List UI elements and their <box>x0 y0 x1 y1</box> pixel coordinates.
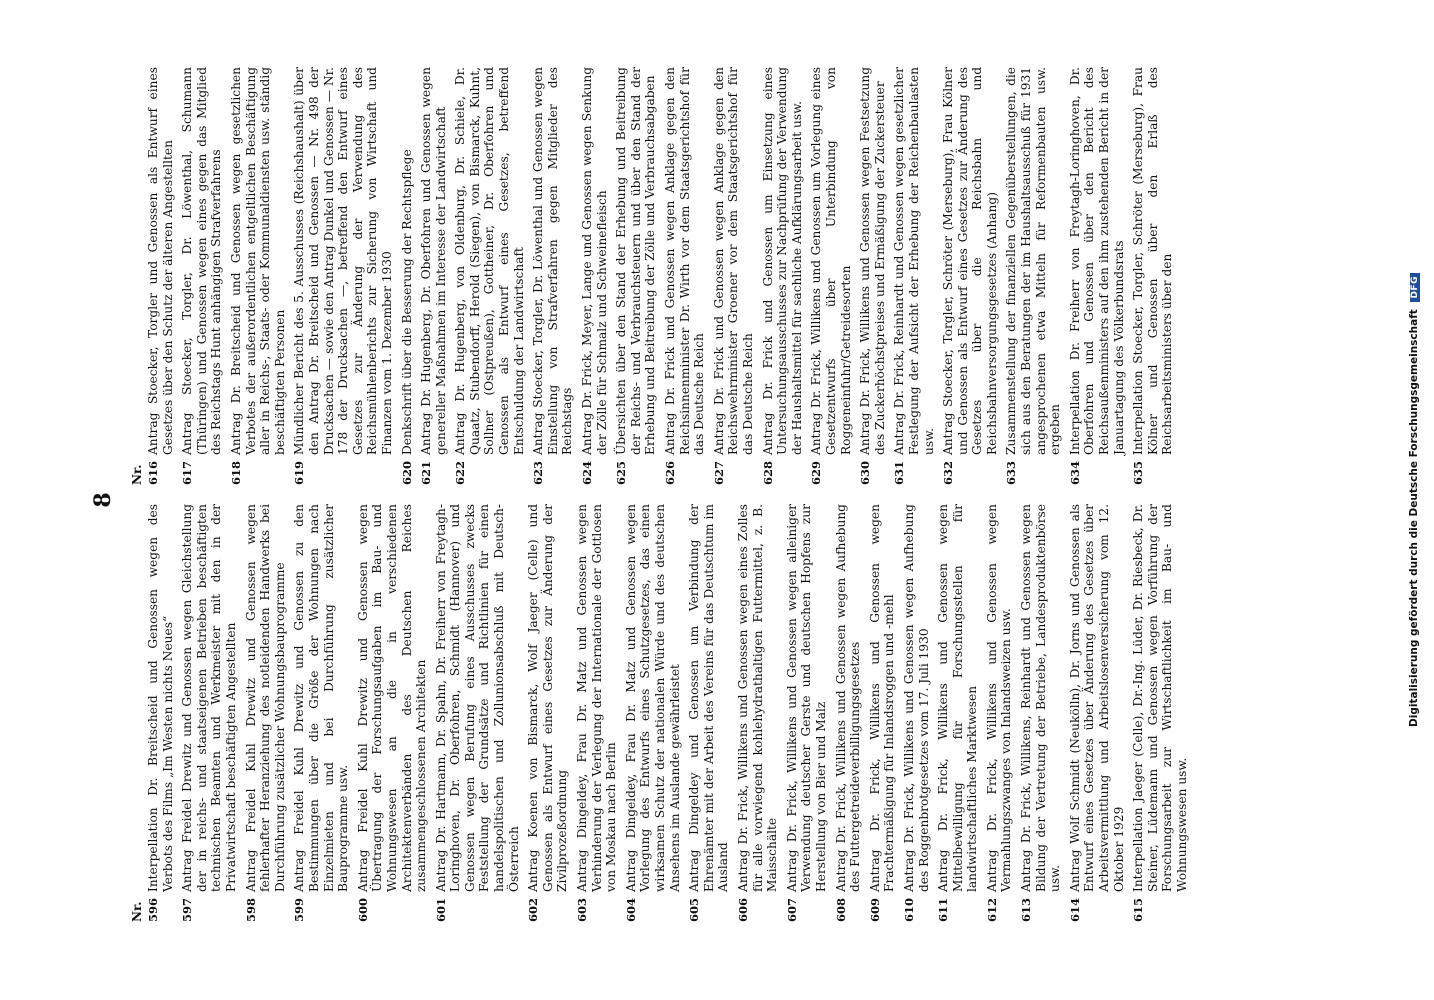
list-item <box>941 67 999 485</box>
entry-text: Antrag Dr. Frick, Willikens und Genossen wegen Aufhebung des Roggenbrotgesetzes vom 17. Juli 1930 <box>901 504 931 892</box>
entry-number: 628 <box>760 460 775 485</box>
entry-text: Antrag Dr. Frick, Reinhardt und Genossen wegen gesetzlicher Festlegung der Aufsicht der Erhebung der Reichenbaulasten usw. <box>892 67 936 455</box>
list-item <box>687 504 731 922</box>
entry-number: 633 <box>1004 460 1019 485</box>
entry-text: Interpellation Dr. Freiherr von Freytagh-Loringhoven, Dr. Oberfohren und Genossen über den Bericht des Reichsaußenministers auf den ihm zustehenden Bericht in der Januartagung des Völkerbundsrats <box>1067 67 1126 455</box>
entry-number: 603 <box>575 897 590 922</box>
entry-number: 623 <box>531 460 546 485</box>
list-item <box>902 504 931 922</box>
entry-text: Antrag Dr. Frick, Willikens und Genossen wegen alleiniger Verwendung deutscher Gerste und deutschen Hopfens zur Herstellung von Bier und Malz <box>784 504 828 892</box>
entry-number: 627 <box>711 460 726 485</box>
list-item <box>1004 67 1062 485</box>
entry-number: 609 <box>867 897 882 922</box>
entry-number: 605 <box>687 897 702 922</box>
digitization-note-text: Digitalisierung gefördert durch die Deutsche Forschungsgemeinschaft <box>1408 309 1420 727</box>
entry-number: 626 <box>663 460 677 485</box>
list-item <box>453 67 526 485</box>
list-item <box>858 67 887 485</box>
entry-number: 598 <box>243 897 258 922</box>
entry-text: Antrag Dr. Frick und Genossen wegen Anklage gegen den Reichswehrminister Groener vor dem Staatsgerichtshof für das Deutsche Reich <box>711 67 755 455</box>
entry-text: Antrag Wolf Schmidt (Neukölln), Dr. Jorns und Genossen als Entwurf eines Gesetzes über Änderung des Gesetzes über Arbeitsvermittlung und Arbeitslosenversicherung vom 12. Oktober 1929 <box>1067 504 1126 892</box>
entry-number: 620 <box>399 460 414 485</box>
entry-number: 634 <box>1067 460 1082 485</box>
list-item <box>834 504 863 922</box>
entry-text: Antrag Dr. Frick, Willikens und Genossen wegen Aufhebung des Futtergetreideverbilligungsgesetzes <box>833 504 863 892</box>
entry-text: Antrag Dr. Frick, Willikens und Genossen wegen eines Zolles für alle vorwiegend kohlehydrathaltigen Futtermittel, z. B. Maisschälte <box>735 504 780 892</box>
entry-text: Mündlicher Bericht des 5. Ausschusses (Reichshaushalt) über den Antrag Dr. Breitscheid und Genossen — Nr. 498 der Drucksachen — sowie den Antrag Dunkel und Genossen — Nr. 178 der Drucksachen —, betreffend den Entwurf eines Gesetzes zur Änderung der Verwendung des Reichsmühlenberichts zur Sicherung von Wirtschaft und Finanzen vom 1. Dezember 1930 <box>292 67 394 455</box>
entry-number: 600 <box>355 897 370 922</box>
entry-number: 613 <box>1019 897 1034 922</box>
list-item <box>1068 67 1126 485</box>
list-item <box>580 67 609 485</box>
entry-text: Antrag Stoecker, Torgler, Dr. Löwenthal und Genossen wegen Einstellung von Strafverfahren gegen Mitglieder des Reichstags <box>531 67 575 455</box>
entry-text: Antrag Dr. Frick und Genossen wegen Anklage gegen den Reichsinnenminister Dr. Wirth vor dem Staatsgerichtshof für das Deutsche Reich <box>663 67 707 455</box>
list-item <box>985 504 1014 922</box>
entry-text: Übersichten über den Stand der Erhebung und Beitreibung der Reichs- und Verbrauchsteuern und über den Stand der Erhebung und Beitreibung der Zölle und Verbrauchsabgaben <box>614 67 658 455</box>
entry-text: Antrag Dr. Hartmann, Dr. Spahn, Dr. Freiherr von Freytagh-Loringhoven, Dr. Oberfohren, Schmidt (Hannover) und Genossen wegen Berufung eines Ausschusses zwecks Feststellung der Grundsätze und Richtlinien für einen handelspolitischen und Zollunionsabschluß mit Deutsch-Österreich <box>433 504 521 892</box>
entry-number: 615 <box>1131 897 1146 922</box>
entry-number: 625 <box>614 460 629 485</box>
entry-number: 630 <box>858 460 873 485</box>
entry-number: 624 <box>580 460 595 485</box>
entry-number: 617 <box>180 460 195 485</box>
list-item <box>936 504 980 922</box>
entry-number: 607 <box>784 897 799 922</box>
list-item <box>1131 504 1189 922</box>
entry-number: 619 <box>292 460 307 485</box>
page-number: 8 <box>90 492 116 508</box>
entry-number: 611 <box>936 897 951 922</box>
entry-text: Antrag Dingeldey, Frau Dr. Matz und Genossen wegen Vorlegung des Entwurfs eines Schutzgesetzes, das einen wirksamen Schutz der nationalen Würde und des deutschen Ansehens im Auslande gewährleistet <box>623 504 682 892</box>
list-item <box>624 504 682 922</box>
entry-number: 614 <box>1067 897 1082 922</box>
entry-number: 596 <box>146 897 160 922</box>
entry-text: Antrag Freidel Kuhl Drewitz und Genossen wegen fehlerhafter Heranziehung des notleidenden Handwerks bei Durchführung zusätzlicher Wohnungsbauprogramme <box>243 504 287 892</box>
entry-text: Antrag Dr. Frick, Willikens, Reinhardt und Genossen wegen Bildung der Vertretung der Betriebe, Landesproduktenbörse usw. <box>1019 504 1063 892</box>
entry-text: Antrag Dr. Frick, Willikens und Genossen wegen Frachtermäßigung für Inlandsroggen und -mehl <box>867 504 897 892</box>
entry-text: Antrag Koenen von Bismarck, Wolf Jaeger (Celle) und Genossen als Entwurf eines Gesetzes zur Änderung der Zivilprozeßordnung <box>526 504 570 892</box>
entry-list <box>146 67 1175 485</box>
entry-text: Antrag Dr. Hugenberg, Dr. Oberfohren und Genossen wegen genereller Maßnahmen im Interesse der Landwirtschaft <box>419 67 448 455</box>
entry-text: Antrag Stoecker, Torgler, Dr. Löwenthal, Schumann (Thüringen) und Genossen wegen eines gegen das Mitglied des Reichstags Hunt anhängigen Strafverfahrens <box>180 67 224 455</box>
entry-text: Interpellation Jaeger (Celle), Dr.-Ing. Lüder, Dr. Riesbeck, Dr. Steiner, Lüdemann und Genossen wegen Vorführung der Forschungsarbeit zur Wirtschaftlichkeit im Bau- und Wohnungswesen usw. <box>1131 504 1189 892</box>
entry-number: 612 <box>984 897 999 922</box>
entry-text: Antrag Dr. Hugenberg, von Oldenburg, Dr. Schiele, Dr. Quaatz, Stubendorff, Herold (Siegen), von Bismarck, Kuhnt, Sollner (Ostpreußen), Gottheiner, Dr. Oberfohren und Genossen als Entwurf eines Gesetzes, betreffend Entschuldung der Landwirtschaft <box>453 67 526 455</box>
entry-number: 622 <box>453 460 468 485</box>
left-column <box>130 504 1195 922</box>
entry-text: Antrag Dr. Frick und Genossen um Einsetzung eines Untersuchungsausschusses zur Nachprüfung der Verwendung der Haushaltsmittel für sachliche Aufklärungsarbeit usw. <box>760 67 804 455</box>
list-item <box>180 504 238 922</box>
entry-number: 602 <box>526 897 541 922</box>
list-item <box>809 67 853 485</box>
entry-text: Antrag Dr. Frick, Meyer, Lange und Genossen wegen Senkung der Zölle für Schmalz und Schweinefleisch <box>580 67 609 455</box>
entry-number: 618 <box>228 460 243 485</box>
entry-text: Denkschrift über die Besserung der Rechtspflege <box>399 149 414 455</box>
entry-number: 616 <box>146 460 160 485</box>
list-item <box>244 504 288 922</box>
list-item <box>531 67 575 485</box>
entry-text: Zusammenstellung der finanziellen Gegenüberstellungen, die sich aus den Beratungen der im Haushaltsausschuß für 1931 angesprochenen etwa Mitteln für Reformenbauten usw. ergeben <box>1004 67 1063 455</box>
entry-number: 610 <box>901 897 916 922</box>
list-item <box>868 504 897 922</box>
list-item <box>180 67 224 485</box>
column-header: Nr. <box>130 464 144 485</box>
list-item <box>292 504 350 922</box>
entry-text: Antrag Stoecker, Torgler, Schröter (Merseburg), Frau Kölner und Genossen als Entwurf eines Gesetzes zur Änderung des Gesetzes über die Reichsbahn und Reichsbahnversorgungsgesetzes (Anhang) <box>941 67 999 455</box>
entry-number: 606 <box>735 897 750 922</box>
entry-number: 599 <box>292 897 307 922</box>
list-item <box>434 504 522 922</box>
entry-text: Antrag Dingeldey und Genossen um Verbindung der Ehrenämter mit der Arbeit des Vereins für das Deutschtum im Ausland <box>687 504 731 892</box>
digitization-note <box>1408 60 1420 940</box>
entry-text: Antrag Stoecker, Torgler und Genossen als Entwurf eines Gesetzes über den Schutz der älteren Angestellten <box>146 67 175 455</box>
entry-text: Antrag Dingeldey, Frau Dr. Matz und Genossen wegen Verhinderung der Verlegung der Internationale der Gottlosen von Moskau nach Berlin <box>575 504 619 892</box>
list-item <box>736 504 780 922</box>
list-item <box>575 504 619 922</box>
entry-number: 635 <box>1131 460 1146 485</box>
list-item <box>663 67 707 485</box>
list-item <box>229 67 287 485</box>
entry-number: 608 <box>833 897 848 922</box>
entry-text: Antrag Dr. Frick, Willikens und Genossen wegen Festsetzung des Zuckerhöchstpreises und Ermäßigung der Zuckersteuer <box>858 67 887 455</box>
list-item <box>419 67 448 485</box>
list-item <box>146 67 175 485</box>
list-item <box>712 67 756 485</box>
list-item <box>892 67 936 485</box>
entry-number: 629 <box>809 460 824 485</box>
list-item <box>1068 504 1126 922</box>
list-item <box>526 504 570 922</box>
entry-text: Interpellation Dr. Breitscheid und Genossen wegen des Verbots des Films „Im Westen nichts Neues“ <box>146 504 175 892</box>
entry-text: Antrag Freidel Kuhl Drewitz und Genossen zu den Bestimmungen über die Größe der Wohnungen nach Einzelmieten und bei Durchführung zusätzlicher Bauprogramme usw. <box>292 504 351 892</box>
entry-text: Antrag Dr. Breitscheid und Genossen wegen gesetzlichen Verbotes der außerordentlichen entgeltlichen Beschäftigung aller in Reichs-, Staats- oder Kommunaldiensten usw. ständig beschäftigten Personen <box>228 67 287 455</box>
right-column <box>130 67 1180 485</box>
list-item <box>292 67 394 485</box>
list-item <box>356 504 429 922</box>
entry-text: Interpellation Stoecker, Torgler, Schröter (Merseburg), Frau Kölner und Genossen über den Erlaß des Reichsarbeitsministers über den <box>1131 67 1175 455</box>
entry-text: Antrag Dr. Frick, Willikens und Genossen wegen Vermahlungszwanges von Inlandsweizen usw. <box>984 504 1014 892</box>
entry-text: Antrag Freidel Drewitz und Genossen wegen Gleichstellung der in reichs- und staatseigenen Betrieben beschäftigten technischen Beamten und Werkmeister mit den in der Privatwirtschaft beschäftigten Angestellten <box>180 504 238 892</box>
entry-number: 631 <box>892 460 907 485</box>
entry-number: 621 <box>419 460 434 485</box>
list-item <box>400 67 415 485</box>
list-item <box>1131 67 1175 485</box>
entry-text: Antrag Dr. Frick, Willikens und Genossen wegen Mittelbewilligung für Forschungsstellen für landwirtschaftliches Marktwesen <box>936 504 980 892</box>
entry-number: 632 <box>941 460 956 485</box>
list-item <box>614 67 658 485</box>
entry-text: Antrag Freidel Kuhl Drewitz und Genossen wegen Übertragung der Forschungsaufgaben im Bau- und Wohnungswesen an die in verschiedenen Architektenverbänden des Deutschen Reiches zusammengeschlossenen Architekten <box>355 504 429 892</box>
dfg-logo: DFG <box>1410 273 1420 302</box>
entry-number: 601 <box>433 897 448 922</box>
list-item <box>785 504 829 922</box>
column-header: Nr. <box>130 901 144 922</box>
entry-list <box>146 504 1190 922</box>
entry-number: 597 <box>180 897 195 922</box>
list-item <box>761 67 805 485</box>
entry-number: 604 <box>623 897 638 922</box>
list-item <box>1019 504 1063 922</box>
entry-text: Antrag Dr. Frick, Willikens und Genossen um Vorlegung eines Gesetzentwurfs über Unterbindung von Roggeneinfuhr/Getreidesorten <box>809 67 853 455</box>
list-item <box>146 504 175 922</box>
